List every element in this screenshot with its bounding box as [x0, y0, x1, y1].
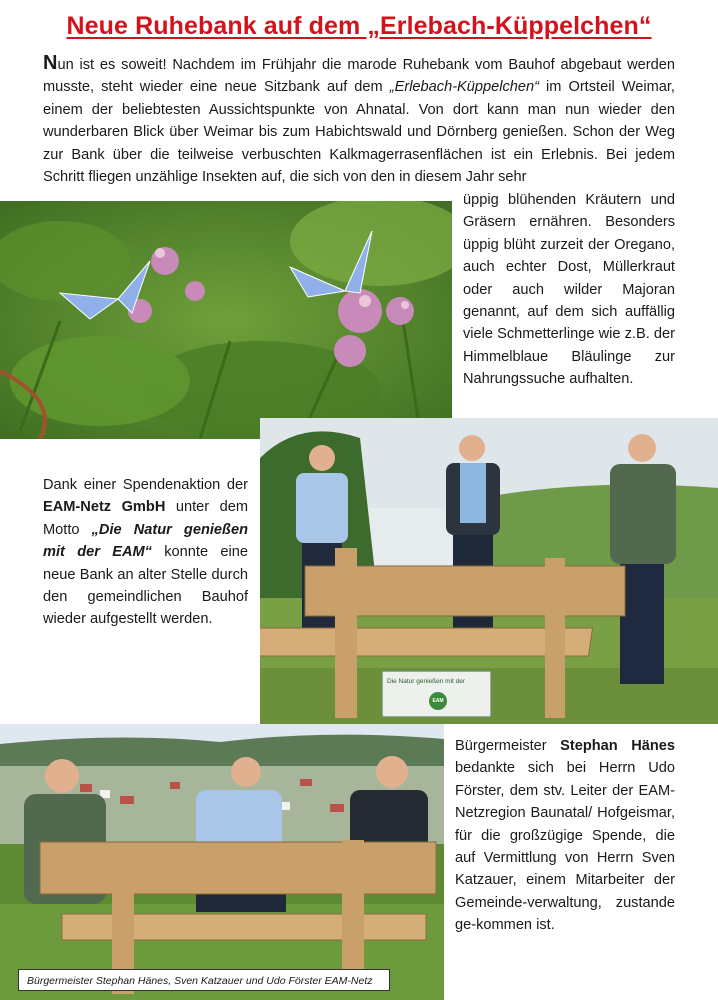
donation-text-3: konnte eine neue Bank an alter Stelle durch den gemeindlichen Bauhof wieder aufgestellt werden. [43, 544, 248, 628]
butterfly-photo [0, 201, 452, 439]
article-title: Neue Ruhebank auf dem „Erlebach-Küppelchen“ [66, 12, 652, 40]
motto: „Die Natur genießen mit der EAM“ [43, 521, 248, 561]
sign-text: Die Natur genießen mit der [387, 678, 466, 685]
place-name: „Erlebach-Küppelchen“ [389, 79, 539, 96]
intro-text-2: im Ortsteil Weimar, einem der beliebtesten Aussichtspunkte von Ahnatal. Von dort kann man nun wieder den wunderbaren Blick über Weimar bis zum Habichtswald und Dörnberg genießen. Schon der Weg zur Bank über die teilweise verbuschten Kalkmagerrasenflächen ist ein Erlebnis. Bei jedem Schritt fliegen unzählige Insekten auf, die sich von den in diesem Jahr sehr [43, 79, 675, 186]
donation-sign [382, 671, 491, 717]
drop-cap: N [43, 52, 58, 74]
mayor-name: Stephan Hänes [560, 738, 675, 754]
donation-paragraph [43, 474, 248, 631]
photo-caption: Bürgermeister Stephan Hänes, Sven Katzauer und Udo Förster EAM-Netz [18, 969, 390, 991]
thanks-text-2: bedankte sich bei Herrn Udo Förster, dem stv. Leiter der EAM-Netzregion Baunatal/ Hofgeismar, für die großzügige Spende, die auf Vermittlung von Herrn Sven Katzauer, einem Mitarbeiter der Gemeinde-verwaltung, zustande ge-kommen ist. [455, 760, 675, 934]
sponsor-name: EAM-Netz GmbH [43, 499, 166, 516]
thanks-paragraph [455, 735, 675, 937]
eam-logo: EAM [429, 692, 447, 710]
donation-text-1: Dank einer Spendenaktion der [43, 477, 248, 493]
bench-sitting-photo [0, 724, 444, 1000]
thanks-text-1: Bürgermeister [455, 738, 561, 754]
donation-text-2: unter dem Motto [43, 499, 248, 538]
intro-paragraph [43, 52, 675, 188]
intro-text-1: un ist es soweit! Nachdem im Frühjahr die marode Ruhebank vom Bauhof abgebaut werden musste, steht wieder eine neue Sitzbank auf dem [43, 57, 675, 96]
intro-continuation: üppig blühenden Kräutern und Gräsern ernähren. Besonders üppig blüht zurzeit der Oregano, auch echter Dost, Müllerkraut oder auch wilder Majoran genannt, auf dem sich auffällig viele Schmetterlinge wie z.B. der Himmelblaue Bläulinge zur Nahrungssuche aufhalten. [463, 192, 675, 388]
